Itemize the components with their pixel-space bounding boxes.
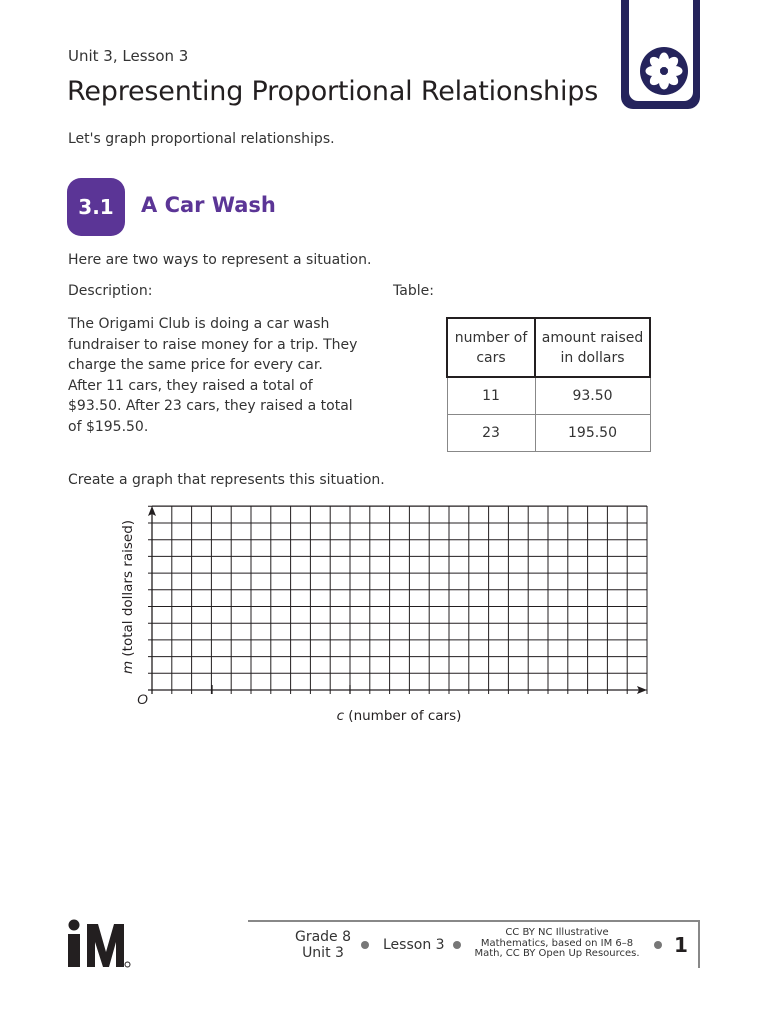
- footer-divider-end: [698, 920, 700, 968]
- footer-divider: [248, 920, 700, 922]
- description-text: The Origami Club is doing a car wash fundraiser to raise money for a trip. They charge the same price for every car. After 11 cars, they raised a total of $93.50. After 23 cars, they raised a total of $195.50.: [68, 316, 358, 435]
- page-number: 1: [674, 933, 688, 957]
- footer-unit: Unit 3: [302, 945, 344, 961]
- im-logo: [66, 918, 132, 970]
- description-label: Description:: [68, 283, 153, 299]
- page-subtitle: Let's graph proportional relationships.: [68, 131, 335, 147]
- footer-separator-dot: [654, 941, 662, 949]
- table-cell: 23: [447, 415, 535, 452]
- table-row: [447, 377, 650, 415]
- table-cell: 11: [447, 377, 535, 415]
- x-axis-label: c (number of cars): [336, 708, 462, 724]
- table-cell: 93.50: [535, 377, 650, 415]
- footer-license: CC BY NC Illustrative Mathematics, based on IM 6–8 Math, CC BY Open Up Resources.: [474, 927, 640, 959]
- footer-grade: Grade 8: [294, 929, 352, 945]
- table-cell: 195.50: [535, 415, 650, 452]
- table-header: amount raised in dollars: [535, 318, 650, 377]
- footer-separator-dot: [361, 941, 369, 949]
- origin-label: O: [137, 691, 148, 707]
- section-number-badge: 3.1: [67, 178, 125, 236]
- y-axis-label: m (total dollars raised): [120, 519, 136, 675]
- footer-grade-unit: [290, 929, 356, 961]
- footer-lesson: Lesson 3: [383, 937, 445, 953]
- data-table: [446, 317, 651, 452]
- table-row: [447, 415, 650, 452]
- section-title: A Car Wash: [141, 193, 276, 217]
- graph-grid: [148, 506, 647, 694]
- table-label: Table:: [393, 283, 434, 299]
- blank-graph[interactable]: [110, 500, 670, 730]
- graph-prompt: Create a graph that represents this situation.: [68, 472, 385, 488]
- page-title: Representing Proportional Relationships: [67, 76, 599, 107]
- section-intro: Here are two ways to represent a situation.: [68, 252, 372, 268]
- unit-lesson-label: Unit 3, Lesson 3: [68, 47, 189, 65]
- flower-icon: [639, 46, 689, 96]
- table-header: number of cars: [447, 318, 535, 377]
- graph-axes: [148, 506, 647, 694]
- footer-separator-dot: [453, 941, 461, 949]
